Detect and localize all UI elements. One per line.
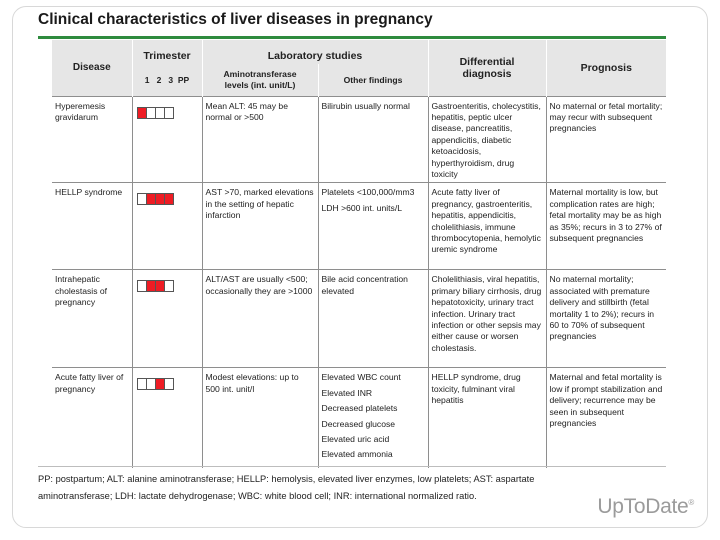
uptodate-logo: [597, 495, 694, 519]
postpartum-box: [164, 378, 174, 390]
prognosis-cell: Maternal mortality is low, but complication rates are high; fetal mortality may be as high as 35%; recurs in 3 to 27% of subsequent pregnancies: [546, 183, 666, 270]
disease-name: Intrahepatic cholestasis of pregnancy: [55, 274, 108, 308]
header-aminotransferase-line2: levels (int. unit/L): [224, 79, 296, 90]
finding: Bilirubin usually normal: [321, 100, 410, 111]
page-title: Clinical characteristics of liver diseases in pregnancy: [38, 11, 433, 28]
finding: LDH >600 int. units/L: [321, 202, 402, 213]
table-row: [52, 183, 666, 270]
header-trimester-numbers: 1 2 3 PP: [132, 64, 202, 96]
table-row: [52, 270, 666, 368]
registered-mark: ®: [688, 498, 694, 507]
finding: Elevated INR: [321, 387, 373, 398]
differential-cell: Gastroenteritis, cholecystitis, hepatitis, peptic ulcer disease, pancreatitis, appendicitis, diabetic ketoacidosis, hyperthyroidism, drug toxicity: [428, 96, 546, 183]
disease-name: Acute fatty liver of pregnancy: [55, 372, 124, 394]
header-differential: [428, 40, 546, 96]
trimester-boxes: [137, 107, 199, 119]
trimester-cell: [132, 96, 202, 183]
other-findings-cell: [318, 368, 428, 468]
liver-disease-table: [52, 40, 666, 468]
postpartum-box: [164, 193, 174, 205]
differential-cell: Acute fatty liver of pregnancy, gastroenteritis, hepatitis, appendicitis, cholelithiasis, immune thrombocytopenia, hemolytic uremic syndrome: [428, 183, 546, 270]
header-disease: Disease: [52, 40, 132, 96]
aminotransferase-cell: ALT/AST are usually <500; occasionally they are >1000: [202, 270, 318, 368]
prognosis-cell: No maternal mortality; associated with premature delivery and stillbirth (fetal mortality 1 to 2%); recurs in 60 to 70% of subsequent pregnancies: [546, 270, 666, 368]
header-differential-line2: diagnosis: [462, 67, 512, 80]
finding: Elevated WBC count: [321, 372, 401, 383]
aminotransferase-cell: AST >70, marked elevations in the setting of hepatic infarction: [202, 183, 318, 270]
finding: Elevated ammonia: [321, 449, 393, 460]
prognosis-cell: Maternal and fetal mortality is low if prompt stabilization and delivery; recurrence may be seen in subsequent pregnancies: [546, 368, 666, 468]
aminotransferase-cell: Modest elevations: up to 500 int. unit/l: [202, 368, 318, 468]
finding: Bile acid concentration elevated: [321, 274, 408, 296]
trimester-boxes: [137, 378, 199, 390]
title-rule: [38, 36, 666, 39]
finding: Platelets <100,000/mm3: [321, 187, 415, 198]
header-differential-line1: Differential: [459, 55, 515, 68]
trimester-boxes: [137, 280, 199, 292]
header-lab-studies: Laboratory studies: [202, 40, 428, 64]
header-prognosis: Prognosis: [546, 40, 666, 96]
footnote-line-2: aminotransferase; LDH: lactate dehydrogenase; WBC: white blood cell; INR: international normalized ratio.: [38, 491, 477, 501]
postpartum-box: [164, 280, 174, 292]
differential-cell: Cholelithiasis, viral hepatitis, primary biliary cirrhosis, drug hepatotoxicity, urinary tract infection. Urinary tract infection or other sepsis may either cause or worsen cholestasis.: [428, 270, 546, 368]
trimester-cell: [132, 183, 202, 270]
abbreviations-footnote: [38, 466, 666, 505]
trimester-cell: [132, 368, 202, 468]
other-findings-cell: [318, 183, 428, 270]
disease-name: HELLP syndrome: [55, 187, 123, 198]
postpartum-box: [164, 107, 174, 119]
disease-name: Hyperemesis gravidarum: [55, 100, 106, 122]
other-findings-cell: [318, 270, 428, 368]
prognosis-cell: No maternal or fetal mortality; may recur with subsequent pregnancies: [546, 96, 666, 183]
finding: Elevated uric acid: [321, 433, 390, 444]
trimester-boxes: [137, 193, 199, 205]
trimester-cell: [132, 270, 202, 368]
aminotransferase-cell: Mean ALT: 45 may be normal or >500: [202, 96, 318, 183]
header-aminotransferase-line1: Aminotransferase: [223, 68, 297, 79]
header-trimester: Trimester: [132, 40, 202, 64]
finding: Decreased platelets: [321, 403, 398, 414]
differential-cell: HELLP syndrome, drug toxicity, fulminant viral hepatitis: [428, 368, 546, 468]
logo-text: UpToDate: [597, 495, 689, 518]
other-findings-cell: [318, 96, 428, 183]
table-row: [52, 96, 666, 183]
header-other-findings: Other findings: [318, 64, 428, 96]
finding: Decreased glucose: [321, 418, 396, 429]
header-aminotransferase: [202, 64, 318, 96]
footnote-line-1: PP: postpartum; ALT: alanine aminotransferase; HELLP: hemolysis, elevated liver enzymes, low platelets; AST: aspartate: [38, 474, 535, 484]
table-row: [52, 368, 666, 468]
